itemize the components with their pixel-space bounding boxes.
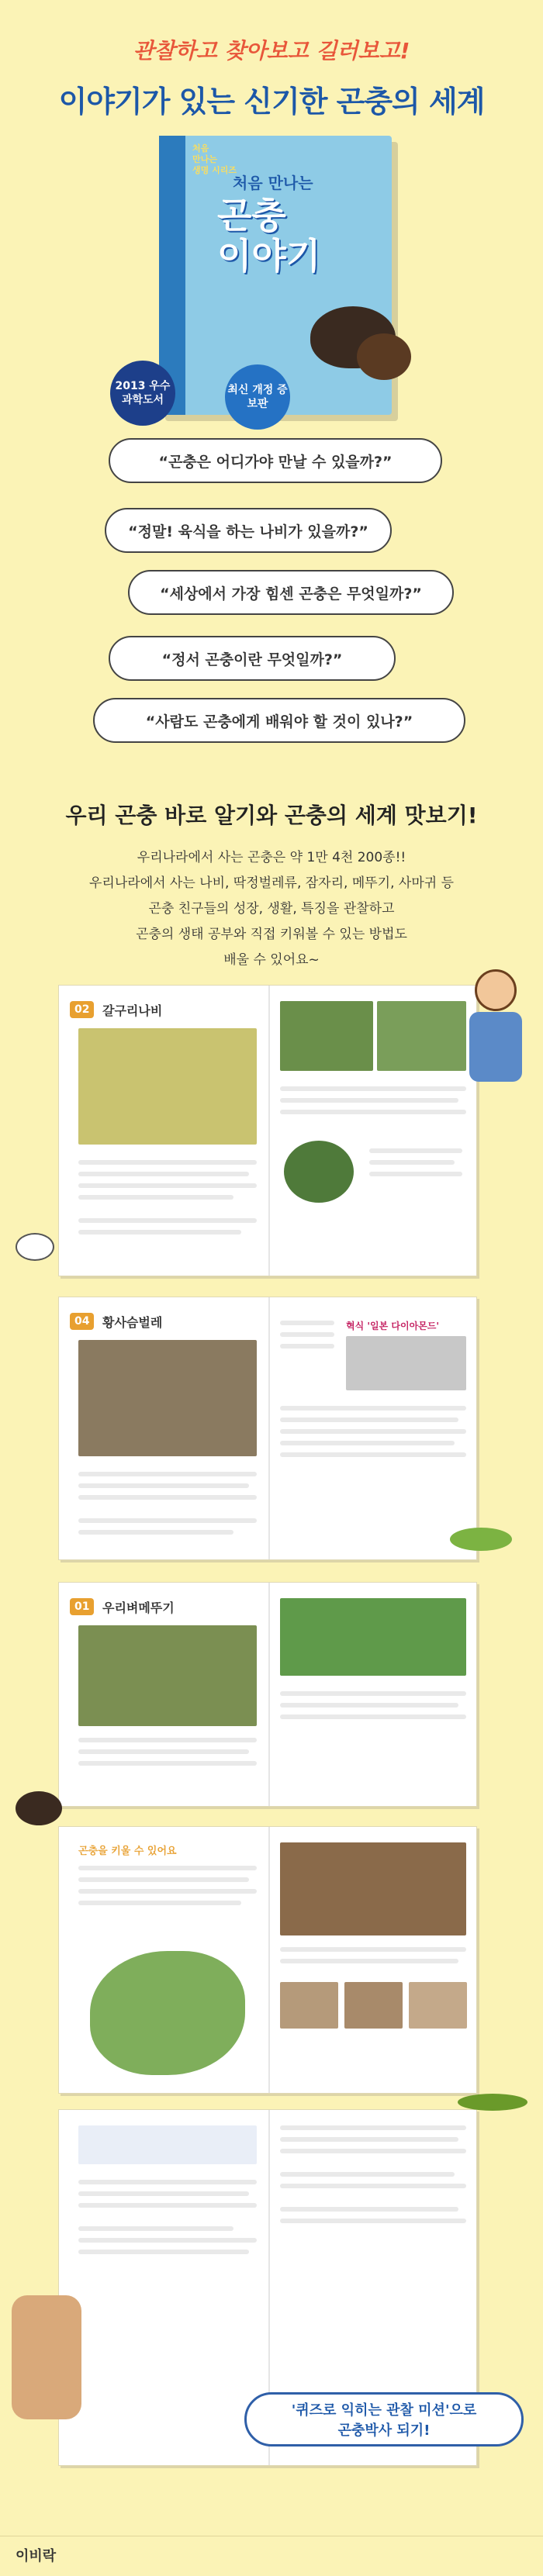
caterpillar-photo bbox=[284, 1141, 354, 1203]
section-intro: 우리나라에서 사는 곤충은 약 1만 4천 200종!! 우리나라에서 사는 나비, 딱정벌레류, 잠자리, 메뚜기, 사마귀 등 곤충 친구들의 성장, 생활, 특징을 관찰하고 곤충의 생태 공부와 직접 키워볼 수 있는 방법도 배울 수 있어요~ bbox=[89, 850, 454, 968]
explorer-kid-body bbox=[469, 1012, 522, 1082]
beetle-icon bbox=[16, 1791, 62, 1825]
grasshopper-icon bbox=[450, 1528, 512, 1551]
explorer-kid-head bbox=[475, 969, 517, 1011]
spread-title: 우리벼메뚜기 bbox=[102, 1601, 175, 1615]
spread-title: 곤충을 키울 수 있어요 bbox=[78, 1846, 177, 1857]
stag-beetle-photo bbox=[78, 1340, 257, 1456]
spread-title: 갈구리나비 bbox=[102, 1003, 163, 1018]
side-headline: 혁식 '일본 다이아몬드' bbox=[346, 1321, 440, 1331]
quiz-header bbox=[78, 2125, 257, 2164]
plant-photo-2 bbox=[377, 1001, 466, 1071]
small-photo-1 bbox=[280, 1982, 338, 2029]
book-spread-2 bbox=[58, 1297, 477, 1560]
question-bubble-1: “곤충은 어디가야 만날 수 있을까?” bbox=[109, 438, 442, 483]
book-spread-1 bbox=[58, 985, 477, 1276]
tree-bark-photo bbox=[280, 1842, 466, 1935]
kicker-text: 관찰하고 찾아보고 길러보고! bbox=[133, 38, 410, 64]
spread-number: 01 bbox=[70, 1598, 94, 1615]
book-spread-4 bbox=[58, 1826, 477, 2094]
award-badge: 2013 우수 과학도서 bbox=[110, 361, 175, 426]
edition-badge: 최신 개정 증보판 bbox=[225, 364, 290, 430]
caterpillar-icon bbox=[458, 2094, 527, 2111]
newspaper-clip bbox=[346, 1336, 466, 1390]
question-bubble-3: “세상에서 가장 힘센 곤충은 무엇일까?” bbox=[128, 570, 454, 615]
spread-title: 황사슴벌레 bbox=[102, 1315, 163, 1330]
footer-bar bbox=[0, 2536, 543, 2576]
small-photo-3 bbox=[409, 1982, 467, 2029]
leaves-illustration bbox=[90, 1951, 245, 2075]
rice-field-photo bbox=[280, 1598, 466, 1676]
question-bubble-4: “정서 곤충이란 무엇일까?” bbox=[109, 636, 396, 681]
book-subtitle: 처음 만나는 bbox=[233, 174, 313, 192]
small-photo-2 bbox=[344, 1982, 403, 2029]
grasshopper-photo bbox=[78, 1625, 257, 1726]
quiz-caption: '퀴즈로 익히는 관찰 미션'으로 곤충박사 되기! bbox=[244, 2392, 524, 2447]
stag-beetle-illustration bbox=[357, 333, 411, 380]
question-bubble-5: “사람도 곤충에게 배워야 할 것이 있나?” bbox=[93, 698, 465, 743]
publisher-logo: 이비락 bbox=[16, 2548, 57, 2564]
book-title: 곤충 이야기 bbox=[217, 195, 321, 277]
butterfly-photo bbox=[78, 1028, 257, 1145]
question-bubble-2: “정말! 육식을 하는 나비가 있을까?” bbox=[105, 508, 392, 553]
page-headline: 이야기가 있는 신기한 곤충의 세계 bbox=[58, 85, 485, 119]
spread-number: 02 bbox=[70, 1001, 94, 1018]
scientist-kid-illustration bbox=[12, 2295, 81, 2419]
section-title: 우리 곤충 바로 알기와 곤충의 세계 맛보기! bbox=[65, 803, 478, 828]
book-spread-3 bbox=[58, 1582, 477, 1807]
butterfly-icon bbox=[16, 1233, 54, 1261]
plant-photo-1 bbox=[280, 1001, 373, 1071]
series-tag: 처음 만나는 생명 시리즈 bbox=[192, 143, 237, 175]
spread-number: 04 bbox=[70, 1313, 94, 1330]
